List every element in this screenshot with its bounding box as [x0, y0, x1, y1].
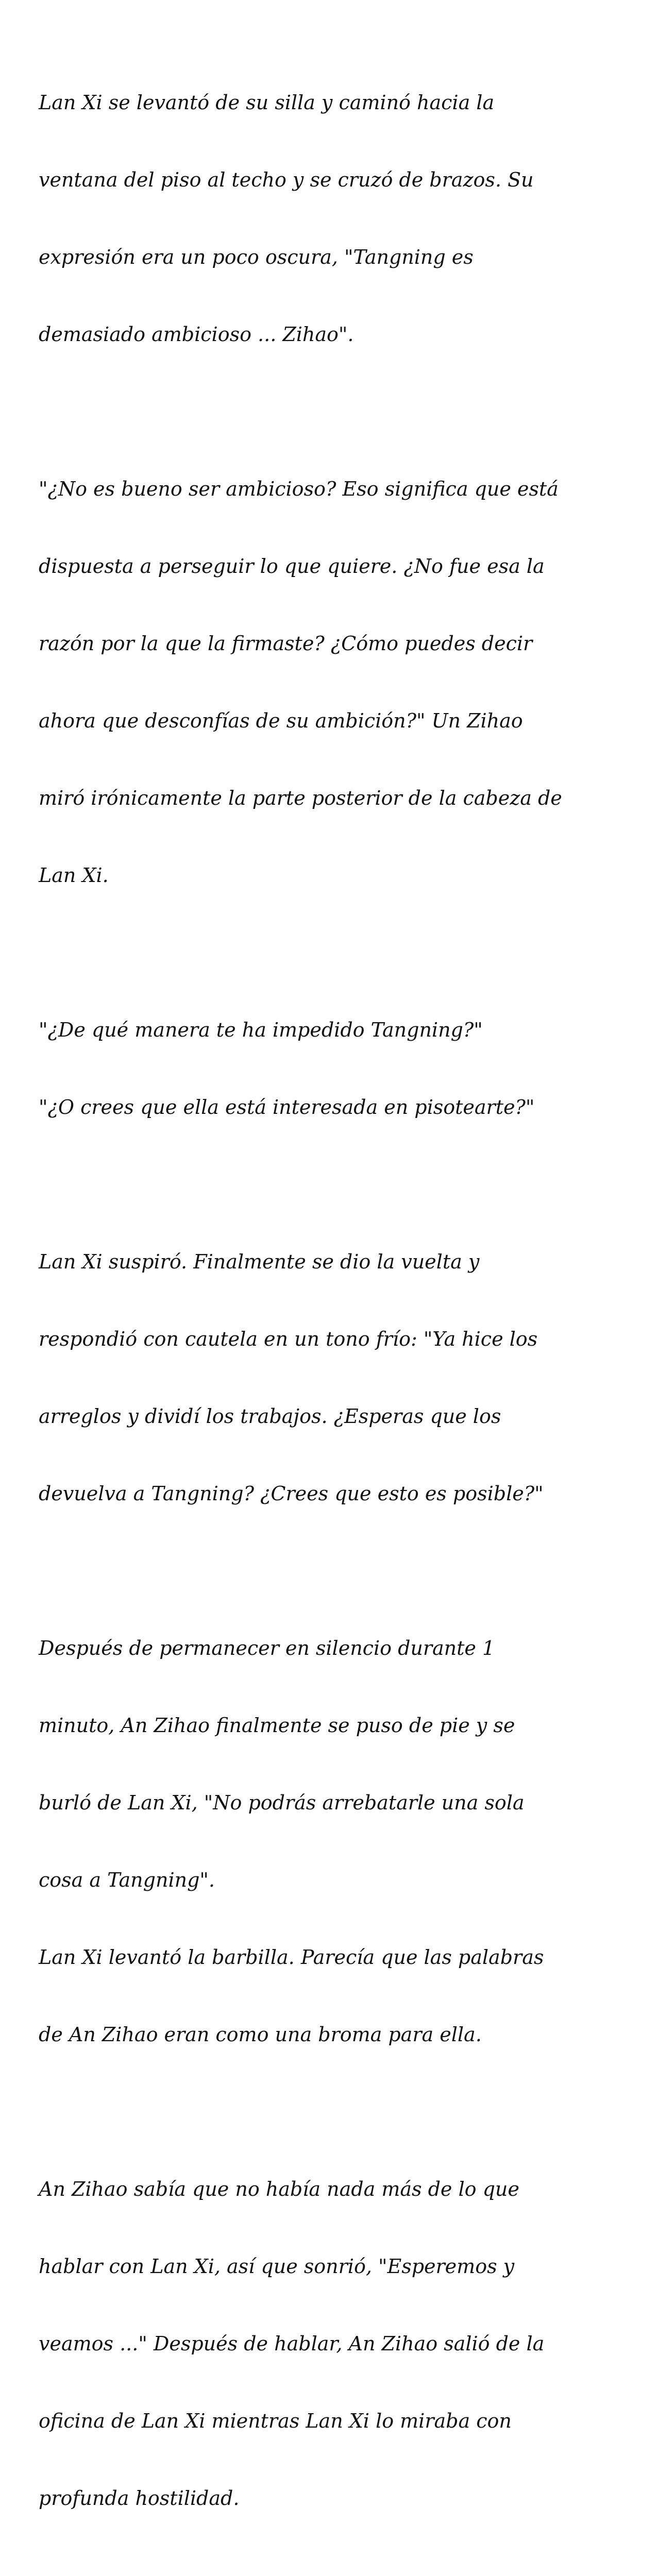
- text-line: Lan Xi suspiró. Finalmente se dio la vuelta y: [39, 1250, 480, 1273]
- paragraph-4: [39, 1197, 647, 1558]
- text-line: "¿O crees que ella está interesada en pisotearte?": [39, 1096, 535, 1118]
- text-line: Lan Xi levantó la barbilla. Parecía que las palabras: [39, 1946, 544, 1969]
- text-line: razón por la que la firmaste? ¿Cómo puedes decir: [39, 632, 533, 655]
- text-line: minuto, An Zihao finalmente se puso de pie y se: [39, 1714, 515, 1737]
- text-line: "¿De qué manera te ha impedido Tangning?": [39, 1019, 483, 1041]
- text-line: arreglos y dividí los trabajos. ¿Esperas que los: [39, 1405, 501, 1428]
- text-line: veamos ..." Después de hablar, An Zihao salió de la: [39, 2332, 545, 2355]
- text-line: miró irónicamente la parte posterior de la cabeza de: [39, 787, 562, 809]
- text-line: Después de permanecer en silencio durante 1: [39, 1637, 495, 1659]
- text-line: dispuesta a perseguir lo que quiere. ¿No fue esa la: [39, 555, 545, 578]
- text-line: expresión era un poco oscura, "Tangning es: [39, 246, 474, 268]
- text-line: "¿No es bueno ser ambicioso? Eso significa que está: [39, 478, 559, 500]
- text-line: oficina de Lan Xi mientras Lan Xi lo miraba con: [39, 2410, 512, 2432]
- text-line: hablar con Lan Xi, así que sonrió, "Esperemos y: [39, 2255, 515, 2278]
- text-line: An Zihao sabía que no había nada más de lo que: [39, 2178, 519, 2200]
- text-line: demasiado ambicioso ... Zihao".: [39, 323, 354, 346]
- text-line: burló de Lan Xi, "No podrás arrebatarle una sola: [39, 1791, 525, 1814]
- paragraph-2: [39, 425, 647, 940]
- paragraph-3: [39, 965, 647, 1172]
- text-line: ahora que desconfías de su ambición?" Un Zihao: [39, 709, 523, 732]
- text-line: respondió con cautela en un tono frío: "Ya hice los: [39, 1328, 538, 1350]
- text-line: Lan Xi.: [39, 864, 109, 887]
- text-line: cosa a Tangning".: [39, 1869, 215, 1891]
- paragraph-1: [39, 38, 647, 399]
- text-line: Lan Xi se levantó de su silla y caminó hacia la: [39, 91, 495, 114]
- text-line: profunda hostilidad.: [39, 2487, 240, 2510]
- text-line: ventana del piso al techo y se cruzó de brazos. Su: [39, 168, 534, 191]
- paragraph-6: [39, 2125, 647, 2563]
- paragraph-5: [39, 1584, 647, 2099]
- text-line: de An Zihao eran como una broma para ella.: [39, 2023, 482, 2046]
- text-line: devuelva a Tangning? ¿Crees que esto es posible?": [39, 1482, 544, 1505]
- document-body: [39, 38, 647, 2576]
